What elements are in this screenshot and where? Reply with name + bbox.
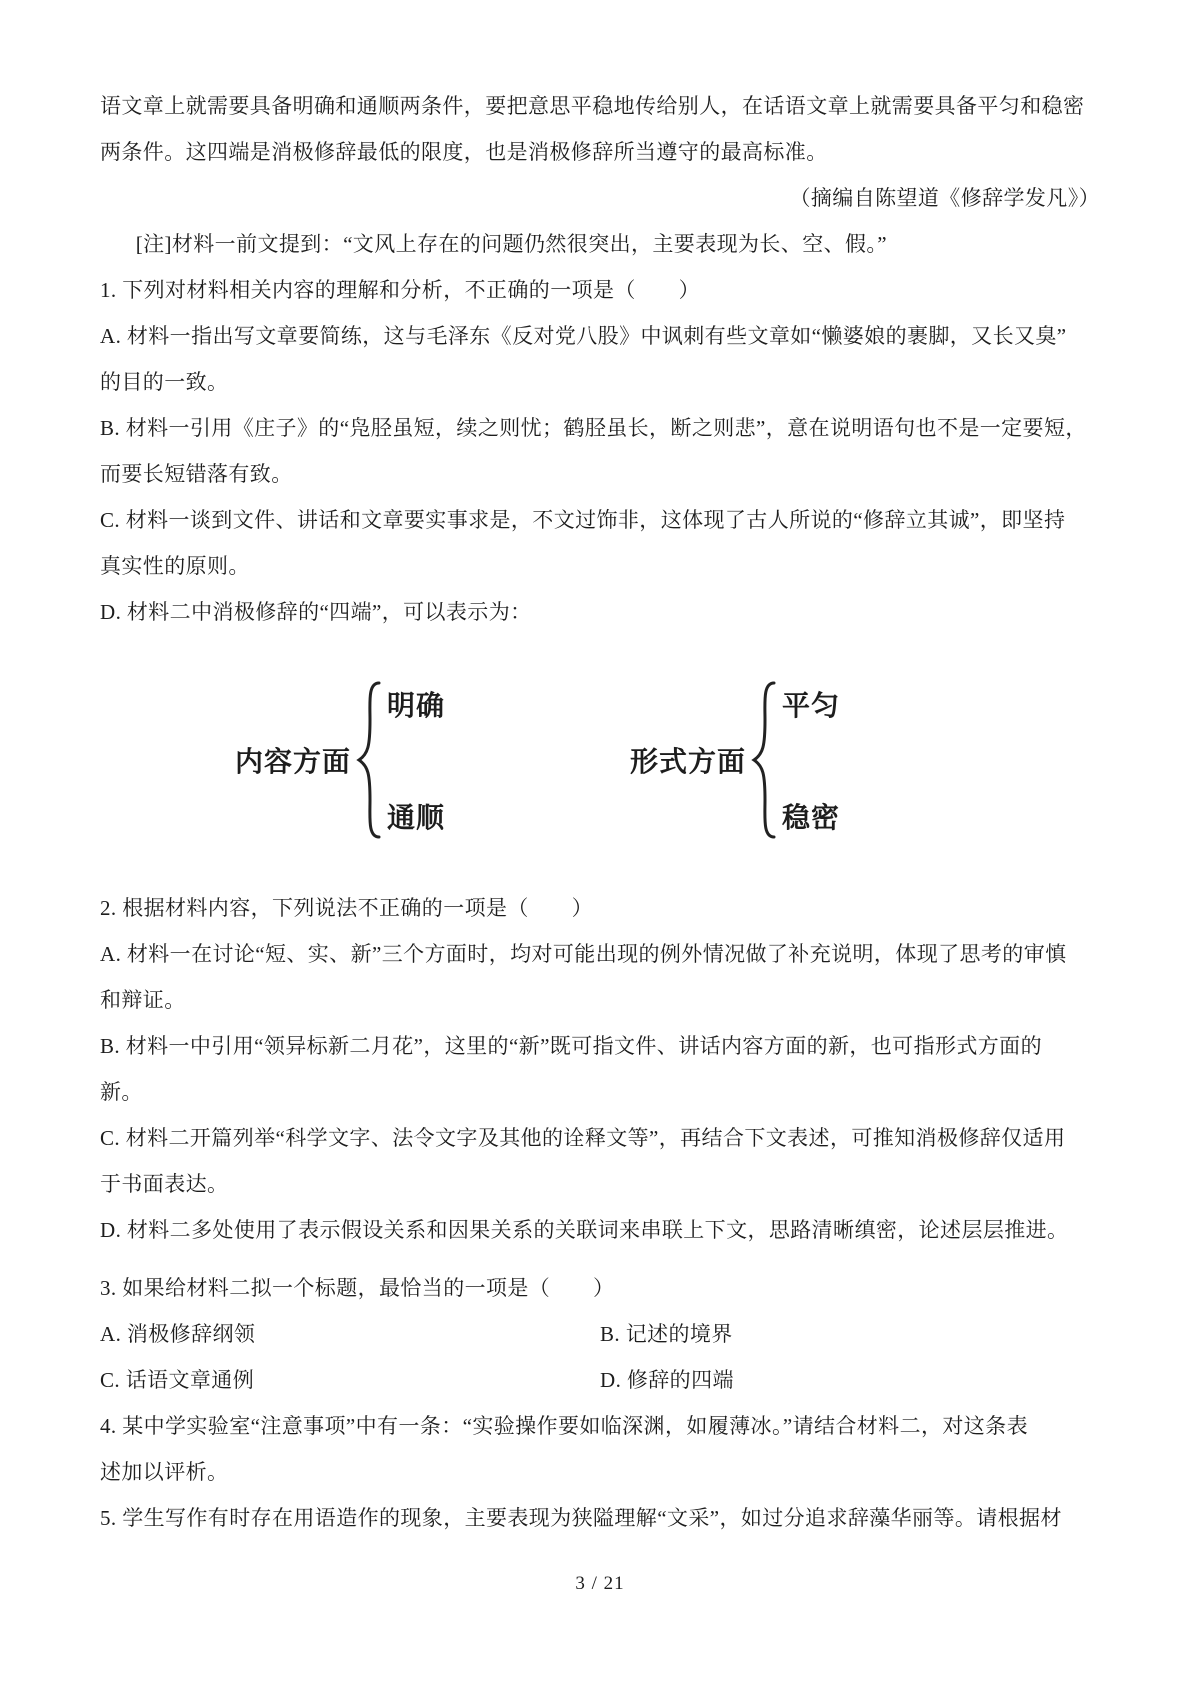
- question-4-text-cont: 述加以评析。: [100, 1460, 229, 1484]
- question-3-block: [100, 1265, 1100, 1403]
- material-note: [注]材料一前文提到：“文风上存在的问题仍然很突出，主要表现为长、空、假。”: [135, 232, 888, 256]
- rhetoric-four-ends-diagram: [100, 635, 1100, 885]
- intro-line: 语文章上就需要具备明确和通顺两条件，要把意思平稳地传给别人，在话语文章上就需要具备平匀和稳密: [100, 94, 1085, 118]
- question-3-option-a: A. 消极修辞纲领: [100, 1322, 256, 1346]
- question-3-option-b: B. 记述的境界: [600, 1322, 733, 1346]
- question-2-stem: 2. 根据材料内容，下列说法不正确的一项是（ ）: [100, 896, 593, 920]
- question-3-option-d: D. 修辞的四端: [600, 1368, 734, 1392]
- question-2-option-c-cont: 于书面表达。: [100, 1172, 229, 1196]
- diagram-items-form: [782, 684, 840, 836]
- intro-line: 两条件。这四端是消极修辞最低的限度，也是消极修辞所当遵守的最高标准。: [100, 140, 828, 164]
- question-3-stem: 3. 如果给材料二拟一个标题，最恰当的一项是（ ）: [100, 1276, 615, 1300]
- diagram-item-mingque: 明确: [387, 690, 446, 721]
- diagram-group-content: [235, 680, 445, 840]
- diagram-label-content: 内容方面: [235, 746, 352, 777]
- question-3-options-row-1: [100, 1311, 1100, 1357]
- question-3-options-row-2: [100, 1357, 1100, 1403]
- page-number: 3 / 21: [575, 1573, 625, 1594]
- source-attribution: （摘编自陈望道《修辞学发凡》）: [789, 186, 1100, 210]
- question-5-text: 5. 学生写作有时存在用语造作的现象，主要表现为狭隘理解“文采”，如过分追求辞藻华丽等。请根据材: [100, 1506, 1062, 1530]
- diagram-group-form: [630, 680, 840, 840]
- question-1-option-b-cont: 而要长短错落有致。: [100, 462, 293, 486]
- question-2-option-c: C. 材料二开篇列举“科学文字、法令文字及其他的诠释文等”，再结合下文表述，可推知消极修辞仅适用: [100, 1126, 1066, 1150]
- diagram-item-tongshun: 通顺: [387, 802, 446, 833]
- question-1-stem: 1. 下列对材料相关内容的理解和分析，不正确的一项是（ ）: [100, 278, 700, 302]
- diagram-items-content: [387, 684, 445, 836]
- question-1-option-c-cont: 真实性的原则。: [100, 554, 250, 578]
- question-2-option-d: D. 材料二多处使用了表示假设关系和因果关系的关联词来串联上下文，思路清晰缜密，论述层层推进。: [100, 1218, 1069, 1242]
- question-2-option-a-cont: 和辩证。: [100, 988, 186, 1012]
- question-1-option-a: A. 材料一指出写文章要简练，这与毛泽东《反对党八股》中讽刺有些文章如“懒婆娘的裹脚，又长又臭”: [100, 324, 1067, 348]
- question-1-option-b: B. 材料一引用《庄子》的“凫胫虽短，续之则忧；鹤胫虽长，断之则悲”，意在说明语句也不是一定要短，: [100, 416, 1087, 440]
- question-4-text: 4. 某中学实验室“注意事项”中有一条：“实验操作要如临深渊，如履薄冰。”请结合材料二，对这条表: [100, 1414, 1028, 1438]
- question-2-option-b-cont: 新。: [100, 1080, 143, 1104]
- curly-brace-icon: [750, 680, 776, 840]
- diagram-item-pingyun: 平匀: [782, 690, 841, 721]
- question-2-option-a: A. 材料一在讨论“短、实、新”三个方面时，均对可能出现的例外情况做了补充说明，体现了思考的审慎: [100, 942, 1067, 966]
- curly-brace-icon: [355, 680, 381, 840]
- diagram-item-wenmi: 稳密: [782, 802, 841, 833]
- question-1-option-c: C. 材料一谈到文件、讲话和文章要实事求是，不文过饰非，这体现了古人所说的“修辞立其诚”，即坚持: [100, 508, 1066, 532]
- question-3-option-c: C. 话语文章通例: [100, 1368, 255, 1392]
- question-1-option-d: D. 材料二中消极修辞的“四端”，可以表示为：: [100, 600, 532, 624]
- question-2-option-b: B. 材料一中引用“领异标新二月花”，这里的“新”既可指文件、讲话内容方面的新，也可指形式方面的: [100, 1034, 1042, 1058]
- diagram-label-form: 形式方面: [630, 746, 747, 777]
- question-1-option-a-cont: 的目的一致。: [100, 370, 229, 394]
